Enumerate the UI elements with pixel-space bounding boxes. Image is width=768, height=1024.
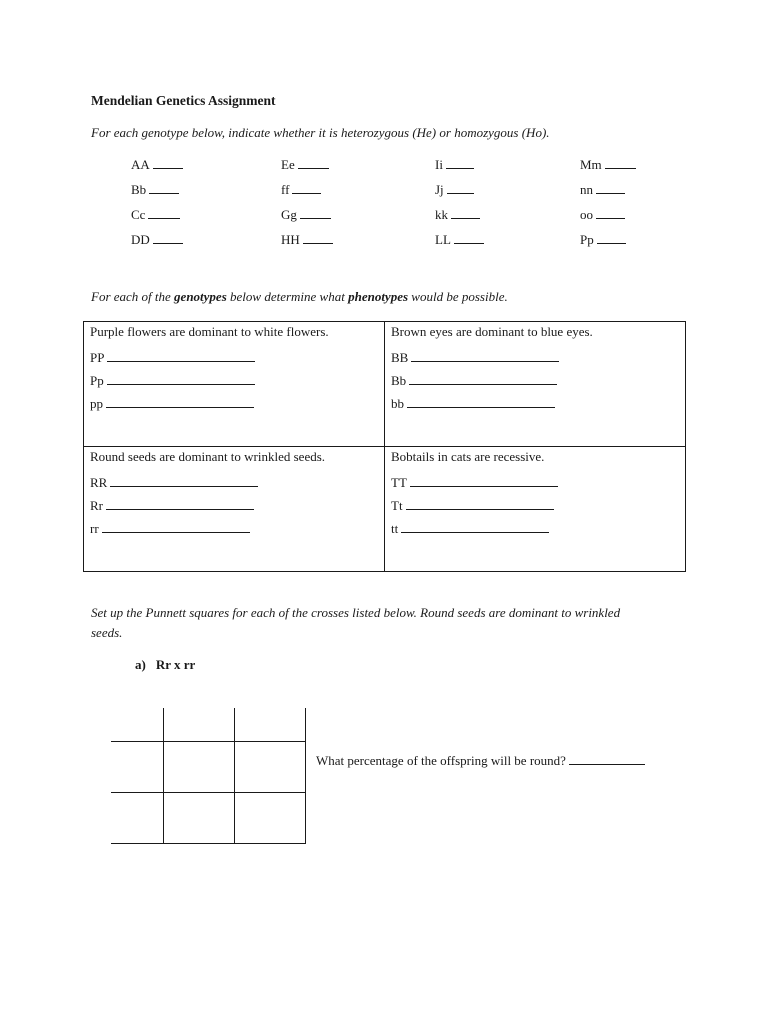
genotype-label: TT bbox=[391, 475, 407, 490]
genotype-label: Gg bbox=[281, 207, 297, 222]
genotype-item bbox=[281, 207, 391, 223]
phenotype-line bbox=[391, 521, 679, 537]
genotype-item bbox=[580, 232, 690, 248]
phenotype-line bbox=[90, 396, 378, 412]
genotype-item bbox=[281, 182, 391, 198]
genotype-label: Pp bbox=[90, 373, 104, 388]
phenotype-box bbox=[385, 322, 686, 447]
genotype-item bbox=[580, 157, 690, 173]
punnett-grid-line bbox=[234, 708, 235, 844]
answer-blank[interactable] bbox=[447, 182, 474, 194]
genotype-label: Bb bbox=[131, 182, 147, 197]
cross-a-label: a) bbox=[135, 657, 146, 672]
answer-blank[interactable] bbox=[605, 157, 636, 169]
genotype-item bbox=[131, 232, 241, 248]
answer-blank[interactable] bbox=[300, 207, 331, 219]
phenotype-table bbox=[83, 321, 686, 572]
genotype-item bbox=[131, 157, 241, 173]
genotype-label: Cc bbox=[131, 207, 146, 222]
genotype-label: oo bbox=[580, 207, 593, 222]
answer-blank[interactable] bbox=[153, 232, 183, 244]
phenotype-line bbox=[391, 373, 679, 389]
phenotype-line bbox=[391, 396, 679, 412]
genotype-label: tt bbox=[391, 521, 399, 536]
phenotype-line bbox=[90, 498, 378, 514]
instruction-punnett-line2: seeds. bbox=[91, 625, 123, 640]
answer-blank[interactable] bbox=[148, 207, 180, 219]
genotype-label: BB bbox=[391, 350, 409, 365]
punnett-grid-line bbox=[305, 708, 306, 844]
punnett-grid-line bbox=[111, 792, 306, 793]
answer-blank[interactable] bbox=[451, 207, 480, 219]
answer-blank[interactable] bbox=[153, 157, 183, 169]
answer-blank[interactable] bbox=[409, 373, 557, 385]
answer-blank[interactable] bbox=[407, 396, 555, 408]
genotype-item bbox=[131, 207, 241, 223]
genotype-label: Jj bbox=[435, 182, 444, 197]
question-a-text: What percentage of the offspring will be round? bbox=[316, 753, 566, 768]
punnett-square[interactable] bbox=[111, 708, 306, 844]
answer-blank[interactable] bbox=[106, 396, 254, 408]
phenotype-box bbox=[84, 447, 385, 572]
phenotype-box-title: Brown eyes are dominant to blue eyes. bbox=[391, 324, 593, 339]
phenotype-box bbox=[84, 322, 385, 447]
genotype-label: nn bbox=[580, 182, 593, 197]
genotype-item bbox=[435, 157, 545, 173]
answer-blank[interactable] bbox=[411, 350, 559, 362]
answer-blank[interactable] bbox=[102, 521, 250, 533]
punnett-grid-line bbox=[111, 741, 306, 742]
genotype-label: Bb bbox=[391, 373, 407, 388]
answer-blank[interactable] bbox=[292, 182, 321, 194]
genotype-label: LL bbox=[435, 232, 451, 247]
answer-blank[interactable] bbox=[107, 350, 255, 362]
cross-a-heading bbox=[135, 657, 195, 673]
genotype-label: pp bbox=[90, 396, 103, 411]
phenotype-line bbox=[391, 475, 679, 491]
phenotype-line bbox=[90, 350, 378, 366]
genotype-label: Rr bbox=[90, 498, 103, 513]
answer-blank[interactable] bbox=[597, 232, 626, 244]
genotype-label: Mm bbox=[580, 157, 602, 172]
genotype-label: DD bbox=[131, 232, 150, 247]
answer-blank[interactable] bbox=[149, 182, 179, 194]
answer-blank[interactable] bbox=[446, 157, 474, 169]
punnett-grid-line bbox=[163, 708, 164, 844]
phenotype-line bbox=[90, 475, 378, 491]
genotype-item bbox=[281, 232, 391, 248]
genotype-label: Pp bbox=[580, 232, 594, 247]
answer-blank[interactable] bbox=[107, 373, 255, 385]
genotype-label: HH bbox=[281, 232, 300, 247]
phenotype-line bbox=[391, 350, 679, 366]
assignment-title: Mendelian Genetics Assignment bbox=[91, 93, 276, 108]
genotype-label: PP bbox=[90, 350, 105, 365]
genotype-item bbox=[580, 182, 690, 198]
genotype-item bbox=[435, 182, 545, 198]
phenotype-box bbox=[385, 447, 686, 572]
genotype-item bbox=[580, 207, 690, 223]
cross-a-cross: Rr x rr bbox=[155, 657, 196, 672]
phenotype-box-title: Round seeds are dominant to wrinkled seeds. bbox=[90, 449, 326, 464]
phenotype-line bbox=[90, 373, 378, 389]
genotype-item bbox=[131, 182, 241, 198]
instruction-zygosity: For each genotype below, indicate whether it is heterozygous (He) or homozygous (Ho). bbox=[91, 125, 550, 140]
genotype-label: Tt bbox=[391, 498, 403, 513]
answer-blank[interactable] bbox=[303, 232, 333, 244]
answer-blank[interactable] bbox=[596, 207, 625, 219]
answer-blank[interactable] bbox=[401, 521, 549, 533]
genotype-label: Ee bbox=[281, 157, 295, 172]
phenotype-box-title: Purple flowers are dominant to white flowers. bbox=[90, 324, 329, 339]
genotype-label: rr bbox=[90, 521, 99, 536]
answer-blank[interactable] bbox=[406, 498, 554, 510]
instruction-punnett-line1: Set up the Punnett squares for each of the crosses listed below. Round seeds are dominant to wrinkled bbox=[91, 605, 621, 620]
phenotype-box-title: Bobtails in cats are recessive. bbox=[391, 449, 545, 464]
genotype-label: ff bbox=[281, 182, 290, 197]
genotype-item bbox=[435, 232, 545, 248]
answer-blank[interactable] bbox=[106, 498, 254, 510]
genotype-item bbox=[281, 157, 391, 173]
genotype-label: bb bbox=[391, 396, 404, 411]
genotype-label: AA bbox=[131, 157, 150, 172]
answer-blank[interactable] bbox=[454, 232, 484, 244]
phenotype-line bbox=[391, 498, 679, 514]
question-a bbox=[316, 753, 645, 769]
answer-blank[interactable] bbox=[410, 475, 558, 487]
punnett-grid-line bbox=[111, 843, 306, 844]
genotype-item bbox=[435, 207, 545, 223]
instruction-phenotypes: For each of the genotypes below determine what phenotypes would be possible. bbox=[91, 289, 508, 304]
genotype-label: RR bbox=[90, 475, 108, 490]
phenotype-line bbox=[90, 521, 378, 537]
answer-blank[interactable] bbox=[569, 753, 645, 765]
genotype-label: kk bbox=[435, 207, 448, 222]
answer-blank[interactable] bbox=[298, 157, 329, 169]
genotype-label: Ii bbox=[435, 157, 443, 172]
answer-blank[interactable] bbox=[596, 182, 625, 194]
answer-blank[interactable] bbox=[110, 475, 258, 487]
